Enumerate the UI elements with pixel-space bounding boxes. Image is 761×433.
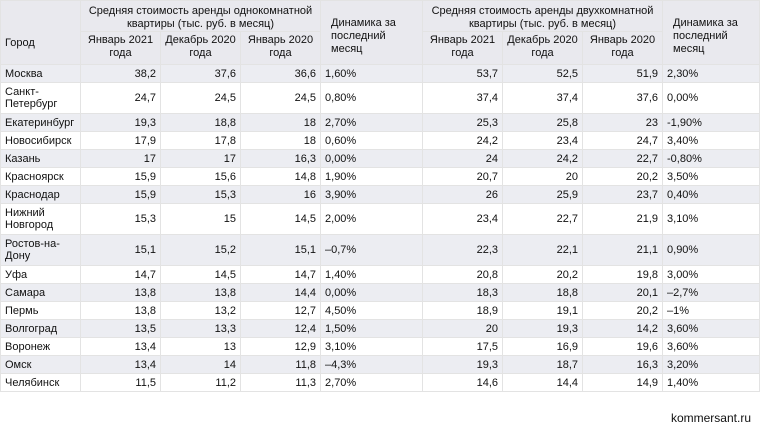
one-room-dec2020-cell: 11,2 — [161, 374, 241, 392]
two-room-dynamics-cell: 3,10% — [663, 204, 760, 235]
one-room-jan2020-cell: 11,3 — [241, 374, 321, 392]
two-room-jan2021-cell: 18,9 — [423, 302, 503, 320]
header-row-top — [1, 1, 760, 32]
one-room-dec2020-cell: 15 — [161, 204, 241, 235]
one-room-jan2021-cell: 15,9 — [81, 186, 161, 204]
one-room-dynamics-cell: 1,50% — [321, 320, 423, 338]
one-room-dynamics-cell: 1,60% — [321, 65, 423, 83]
one-room-jan2021-cell: 14,7 — [81, 266, 161, 284]
two-room-dec2020-header: Декабрь 2020 года — [503, 32, 583, 65]
two-room-jan2021-cell: 26 — [423, 186, 503, 204]
one-room-dynamics-cell: 3,90% — [321, 186, 423, 204]
one-room-dynamics-cell: –0,7% — [321, 235, 423, 266]
two-room-jan2020-cell: 14,2 — [583, 320, 663, 338]
two-room-jan2020-cell: 14,9 — [583, 374, 663, 392]
two-room-jan2021-cell: 20 — [423, 320, 503, 338]
table-row — [1, 266, 760, 284]
one-room-dec2020-cell: 15,3 — [161, 186, 241, 204]
one-room-dec2020-cell: 17 — [161, 150, 241, 168]
two-room-jan2020-cell: 19,8 — [583, 266, 663, 284]
one-room-dynamics-cell: 2,70% — [321, 374, 423, 392]
one-room-jan2020-cell: 24,5 — [241, 83, 321, 114]
row-city: Пермь — [1, 302, 81, 320]
two-room-jan2020-cell: 19,6 — [583, 338, 663, 356]
one-room-jan2020-cell: 18 — [241, 114, 321, 132]
one-room-dec2020-cell: 13 — [161, 338, 241, 356]
two-room-jan2021-header: Январь 2021 года — [423, 32, 503, 65]
two-room-dynamics-cell: -0,80% — [663, 150, 760, 168]
one-room-jan2021-cell: 13,4 — [81, 356, 161, 374]
two-room-dynamics-cell: -1,90% — [663, 114, 760, 132]
one-room-jan2021-cell: 17 — [81, 150, 161, 168]
table-row — [1, 302, 760, 320]
two-room-dec2020-cell: 22,1 — [503, 235, 583, 266]
two-room-jan2021-cell: 17,5 — [423, 338, 503, 356]
one-room-dec2020-header: Декабрь 2020 года — [161, 32, 241, 65]
table-row — [1, 235, 760, 266]
one-room-jan2021-cell: 13,8 — [81, 302, 161, 320]
row-city: Екатеринбург — [1, 114, 81, 132]
one-room-jan2020-cell: 14,5 — [241, 204, 321, 235]
two-room-dec2020-cell: 19,1 — [503, 302, 583, 320]
table-row — [1, 65, 760, 83]
one-room-group-header: Средняя стоимость аренды однокомнатной квартиры (тыс. руб. в месяц) — [81, 1, 321, 32]
one-room-jan2021-cell: 15,3 — [81, 204, 161, 235]
one-room-dec2020-cell: 15,2 — [161, 235, 241, 266]
two-room-jan2020-cell: 21,9 — [583, 204, 663, 235]
one-room-dynamics-cell: 0,80% — [321, 83, 423, 114]
table-row — [1, 150, 760, 168]
two-room-dec2020-cell: 20 — [503, 168, 583, 186]
row-city: Красноярск — [1, 168, 81, 186]
city-column-header: Город — [1, 1, 81, 65]
two-room-jan2020-cell: 20,1 — [583, 284, 663, 302]
one-room-jan2021-cell: 15,1 — [81, 235, 161, 266]
table-row — [1, 320, 760, 338]
one-room-dec2020-cell: 37,6 — [161, 65, 241, 83]
one-room-jan2020-cell: 14,4 — [241, 284, 321, 302]
row-city: Ростов-на-Дону — [1, 235, 81, 266]
one-room-jan2020-cell: 14,7 — [241, 266, 321, 284]
one-room-dynamics-cell: 1,40% — [321, 266, 423, 284]
two-room-dynamics-cell: 3,60% — [663, 338, 760, 356]
one-room-dynamics-cell: 2,70% — [321, 114, 423, 132]
one-room-dynamics-header: Динамика за последний месяц — [321, 1, 423, 65]
one-room-dec2020-cell: 13,2 — [161, 302, 241, 320]
one-room-jan2021-cell: 38,2 — [81, 65, 161, 83]
table-row — [1, 356, 760, 374]
two-room-dec2020-cell: 24,2 — [503, 150, 583, 168]
row-city: Волгоград — [1, 320, 81, 338]
one-room-jan2020-cell: 11,8 — [241, 356, 321, 374]
row-city: Нижний Новгород — [1, 204, 81, 235]
two-room-jan2021-cell: 19,3 — [423, 356, 503, 374]
one-room-jan2021-cell: 13,8 — [81, 284, 161, 302]
one-room-dynamics-cell: 0,60% — [321, 132, 423, 150]
table-row — [1, 284, 760, 302]
two-room-dec2020-cell: 52,5 — [503, 65, 583, 83]
table-row — [1, 204, 760, 235]
one-room-jan2020-cell: 18 — [241, 132, 321, 150]
two-room-jan2020-cell: 23 — [583, 114, 663, 132]
one-room-dynamics-cell: 0,00% — [321, 284, 423, 302]
two-room-dynamics-cell: 0,00% — [663, 83, 760, 114]
one-room-dynamics-cell: 3,10% — [321, 338, 423, 356]
one-room-jan2020-cell: 16,3 — [241, 150, 321, 168]
one-room-dec2020-cell: 15,6 — [161, 168, 241, 186]
two-room-dec2020-cell: 16,9 — [503, 338, 583, 356]
one-room-jan2021-cell: 19,3 — [81, 114, 161, 132]
row-city: Санкт-Петербург — [1, 83, 81, 114]
table-body — [1, 65, 760, 392]
source-label: kommersant.ru — [670, 411, 751, 425]
row-city: Воронеж — [1, 338, 81, 356]
row-city: Челябинск — [1, 374, 81, 392]
one-room-jan2020-header: Январь 2020 года — [241, 32, 321, 65]
one-room-jan2020-cell: 12,4 — [241, 320, 321, 338]
one-room-jan2020-cell: 12,7 — [241, 302, 321, 320]
two-room-dec2020-cell: 23,4 — [503, 132, 583, 150]
row-city: Новосибирск — [1, 132, 81, 150]
two-room-dynamics-cell: 3,40% — [663, 132, 760, 150]
two-room-dec2020-cell: 19,3 — [503, 320, 583, 338]
one-room-jan2021-cell: 13,5 — [81, 320, 161, 338]
one-room-dynamics-cell: 0,00% — [321, 150, 423, 168]
two-room-dynamics-cell: 1,40% — [663, 374, 760, 392]
one-room-jan2020-cell: 36,6 — [241, 65, 321, 83]
one-room-jan2020-cell: 14,8 — [241, 168, 321, 186]
two-room-jan2020-header: Январь 2020 года — [583, 32, 663, 65]
two-room-jan2021-cell: 22,3 — [423, 235, 503, 266]
two-room-dynamics-cell: –2,7% — [663, 284, 760, 302]
one-room-jan2021-cell: 17,9 — [81, 132, 161, 150]
two-room-jan2021-cell: 14,6 — [423, 374, 503, 392]
one-room-dec2020-cell: 18,8 — [161, 114, 241, 132]
two-room-jan2020-cell: 16,3 — [583, 356, 663, 374]
two-room-dynamics-cell: 3,50% — [663, 168, 760, 186]
one-room-dec2020-cell: 13,3 — [161, 320, 241, 338]
two-room-dec2020-cell: 25,8 — [503, 114, 583, 132]
two-room-jan2021-cell: 18,3 — [423, 284, 503, 302]
one-room-dec2020-cell: 17,8 — [161, 132, 241, 150]
two-room-jan2021-cell: 20,8 — [423, 266, 503, 284]
two-room-dynamics-cell: 2,30% — [663, 65, 760, 83]
one-room-dynamics-cell: –4,3% — [321, 356, 423, 374]
one-room-dynamics-cell: 2,00% — [321, 204, 423, 235]
two-room-jan2021-cell: 37,4 — [423, 83, 503, 114]
two-room-dec2020-cell: 25,9 — [503, 186, 583, 204]
two-room-dec2020-cell: 18,7 — [503, 356, 583, 374]
two-room-dec2020-cell: 20,2 — [503, 266, 583, 284]
two-room-jan2020-cell: 24,7 — [583, 132, 663, 150]
two-room-dynamics-cell: 3,00% — [663, 266, 760, 284]
two-room-jan2020-cell: 51,9 — [583, 65, 663, 83]
two-room-dynamics-cell: 3,60% — [663, 320, 760, 338]
two-room-jan2021-cell: 24,2 — [423, 132, 503, 150]
one-room-jan2021-header: Январь 2021 года — [81, 32, 161, 65]
table-row — [1, 186, 760, 204]
row-city: Уфа — [1, 266, 81, 284]
one-room-jan2021-cell: 13,4 — [81, 338, 161, 356]
one-room-jan2020-cell: 15,1 — [241, 235, 321, 266]
two-room-dynamics-cell: 0,40% — [663, 186, 760, 204]
one-room-jan2021-cell: 11,5 — [81, 374, 161, 392]
table-row — [1, 114, 760, 132]
two-room-dec2020-cell: 22,7 — [503, 204, 583, 235]
two-room-jan2020-cell: 20,2 — [583, 302, 663, 320]
table-row — [1, 374, 760, 392]
table-row — [1, 132, 760, 150]
two-room-jan2020-cell: 20,2 — [583, 168, 663, 186]
one-room-jan2021-cell: 24,7 — [81, 83, 161, 114]
two-room-jan2020-cell: 23,7 — [583, 186, 663, 204]
two-room-dynamics-cell: 3,20% — [663, 356, 760, 374]
table-header — [1, 1, 760, 65]
two-room-jan2020-cell: 37,6 — [583, 83, 663, 114]
two-room-jan2021-cell: 20,7 — [423, 168, 503, 186]
one-room-dynamics-cell: 1,90% — [321, 168, 423, 186]
one-room-dec2020-cell: 14 — [161, 356, 241, 374]
row-city: Омск — [1, 356, 81, 374]
two-room-jan2020-cell: 22,7 — [583, 150, 663, 168]
table-row — [1, 83, 760, 114]
two-room-dynamics-cell: –1% — [663, 302, 760, 320]
two-room-dynamics-header: Динамика за последний месяц — [663, 1, 760, 65]
two-room-jan2021-cell: 23,4 — [423, 204, 503, 235]
one-room-dec2020-cell: 24,5 — [161, 83, 241, 114]
one-room-jan2020-cell: 12,9 — [241, 338, 321, 356]
two-room-jan2021-cell: 24 — [423, 150, 503, 168]
table-row — [1, 338, 760, 356]
one-room-dec2020-cell: 13,8 — [161, 284, 241, 302]
one-room-dec2020-cell: 14,5 — [161, 266, 241, 284]
two-room-dec2020-cell: 14,4 — [503, 374, 583, 392]
two-room-dynamics-cell: 0,90% — [663, 235, 760, 266]
row-city: Москва — [1, 65, 81, 83]
row-city: Самара — [1, 284, 81, 302]
one-room-jan2020-cell: 16 — [241, 186, 321, 204]
two-room-jan2021-cell: 53,7 — [423, 65, 503, 83]
two-room-dec2020-cell: 18,8 — [503, 284, 583, 302]
one-room-dynamics-cell: 4,50% — [321, 302, 423, 320]
two-room-jan2020-cell: 21,1 — [583, 235, 663, 266]
two-room-jan2021-cell: 25,3 — [423, 114, 503, 132]
table-row — [1, 168, 760, 186]
two-room-group-header: Средняя стоимость аренды двухкомнатной квартиры (тыс. руб. в месяц) — [423, 1, 663, 32]
row-city: Казань — [1, 150, 81, 168]
row-city: Краснодар — [1, 186, 81, 204]
two-room-dec2020-cell: 37,4 — [503, 83, 583, 114]
one-room-jan2021-cell: 15,9 — [81, 168, 161, 186]
